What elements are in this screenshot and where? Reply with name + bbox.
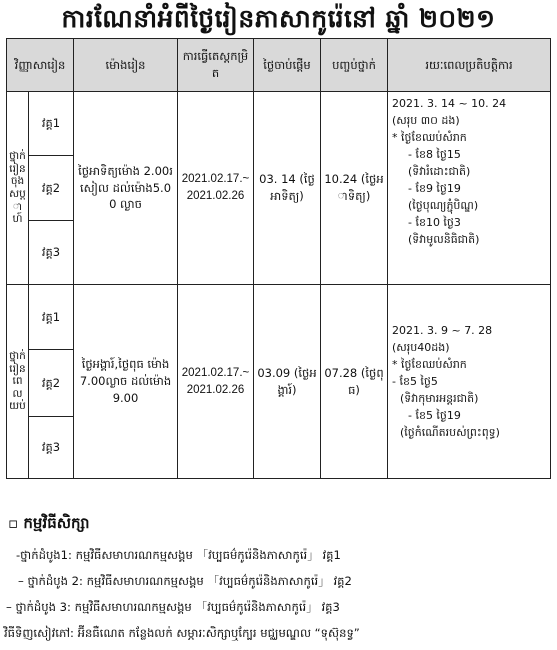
period-line: (ថ្ងៃបុណ្យភ្ជុំបិណ្ឌ) (408, 199, 479, 213)
page-title: ការណែនាំអំពីថ្ងៃរៀនភាសាកូរ៉េនៅ ឆ្នាំ ២០២១ (61, 4, 496, 33)
program-list (4, 542, 553, 646)
evening-end: 07.28 (ថ្ងៃពុធ) (321, 285, 388, 479)
period-line: * ថ្ងៃខែឈប់សំរាក (392, 357, 467, 371)
header-end: បញ្ចប់ថ្នាក់ (321, 39, 388, 92)
period-line: (ទិវាមូលនិធិជាតិ) (408, 233, 480, 247)
evening-test-date: 2021.02.17.~2021.02.26 (178, 285, 254, 479)
class-cell: វគ្គ1 (29, 92, 74, 156)
weekend-period (388, 92, 551, 285)
period-line: 2021. 3. 14 ~ 10. 24 (392, 97, 507, 110)
class-cell: វគ្គ2 (29, 156, 74, 221)
period-line: * ថ្ងៃខែឈប់សំរាក (392, 131, 467, 145)
schedule-table (6, 38, 551, 479)
evening-period (388, 285, 551, 479)
weekend-start: 03. 14 (ថ្ងៃអាទិត្យ) (254, 92, 321, 285)
program-line: – ថ្នាក់ដំបូង 2: កម្មវិធីសមាហរណកម្មសង្គម 「វប្បធម៌កូរ៉េនិងភាសាកូរ៉េ」 វគ្គ2 (18, 574, 352, 588)
period-line: - ខែ8 ថ្ងៃ15 (408, 148, 461, 162)
weekend-test-date: 2021.02.17.~2021.02.26 (178, 92, 254, 285)
weekend-time: ថ្ងៃអាទិត្យម៉ោង 2.00រសៀល ដល់ម៉ោង5.00 ល្ងាច (74, 92, 178, 285)
table-row (7, 92, 551, 156)
header-start: ថ្ងៃចាប់ផ្តើម (254, 39, 321, 92)
program-line: – ថ្នាក់ដំបូង 3: កម្មវិធីសមាហរណកម្មសង្គម 「វប្បធម៌កូរ៉េនិងភាសាកូរ៉េ」 វគ្គ3 (6, 600, 340, 614)
period-line: - ខែ5 ថ្ងៃ5 (392, 374, 438, 388)
class-cell: វគ្គ3 (29, 417, 74, 479)
header-row (7, 39, 551, 92)
header-period: រយៈពេលប្រតិបត្តិការ (388, 39, 551, 92)
period-line: (សរុប40ដង) (392, 340, 450, 354)
table-row (7, 285, 551, 350)
period-line: (ទិវារំដោះជាតិ) (408, 165, 471, 179)
period-line: 2021. 3. 9 ~ 7. 28 (392, 323, 493, 337)
period-line: - ខែ9 ថ្ងៃ19 (408, 182, 461, 196)
header-test: ការធ្វើតេស្តកម្រិត (178, 39, 254, 92)
header-subject: វិញ្ញាសារៀន (7, 39, 74, 92)
weekend-end: 10.24 (ថ្ងៃអាទិត្យ) (321, 92, 388, 285)
class-cell: វគ្គ2 (29, 350, 74, 417)
program-heading: ▫ កម្មវិធីសិក្សា (8, 514, 90, 532)
period-line: (ទិវាកុមារអន្តរជាតិ) (400, 392, 479, 406)
evening-class-label: ថ្នាក់រៀនពេលយប់ (7, 285, 29, 479)
period-line: (ថ្ងៃកំណើតរបស់ព្រះពុទ្ធ) (400, 426, 500, 440)
class-cell: វគ្គ1 (29, 285, 74, 350)
period-line: (សរុប ៣០ ដង) (392, 114, 460, 128)
weekend-class-label: ថ្នាក់រៀនចុងសប្តាហ៍ (7, 92, 29, 285)
program-line: វិធីទិញសៀវភៅ: អ៊ីនធឺណេត កន្លែងលក់ សម្ភារៈសិក្សាឬក្បែរ មជ្ឈមណ្ឌល “ទុស៊ុនទ្វ” (4, 626, 360, 640)
class-cell: វគ្គ3 (29, 221, 74, 285)
period-line: - ខែ5 ថ្ងៃ19 (408, 409, 461, 423)
evening-time: ថ្ងៃអង្គារ៍,ថ្ងៃពុធ ម៉ោង7.00ល្ងាច ដល់ម៉ោង9.00 (74, 285, 178, 479)
period-line: - ខែ10 ថ្ងៃ3 (408, 216, 461, 230)
program-line: -ថ្នាក់ដំបូង1: កម្មវិធីសមាហរណកម្មសង្គម 「វប្បធម៌កូរ៉េនិងភាសាកូរ៉េ」 វគ្គ1 (16, 548, 341, 562)
header-time: ម៉ោងរៀន (74, 39, 178, 92)
evening-start: 03.09 (ថ្ងៃអង្គារ៍) (254, 285, 321, 479)
